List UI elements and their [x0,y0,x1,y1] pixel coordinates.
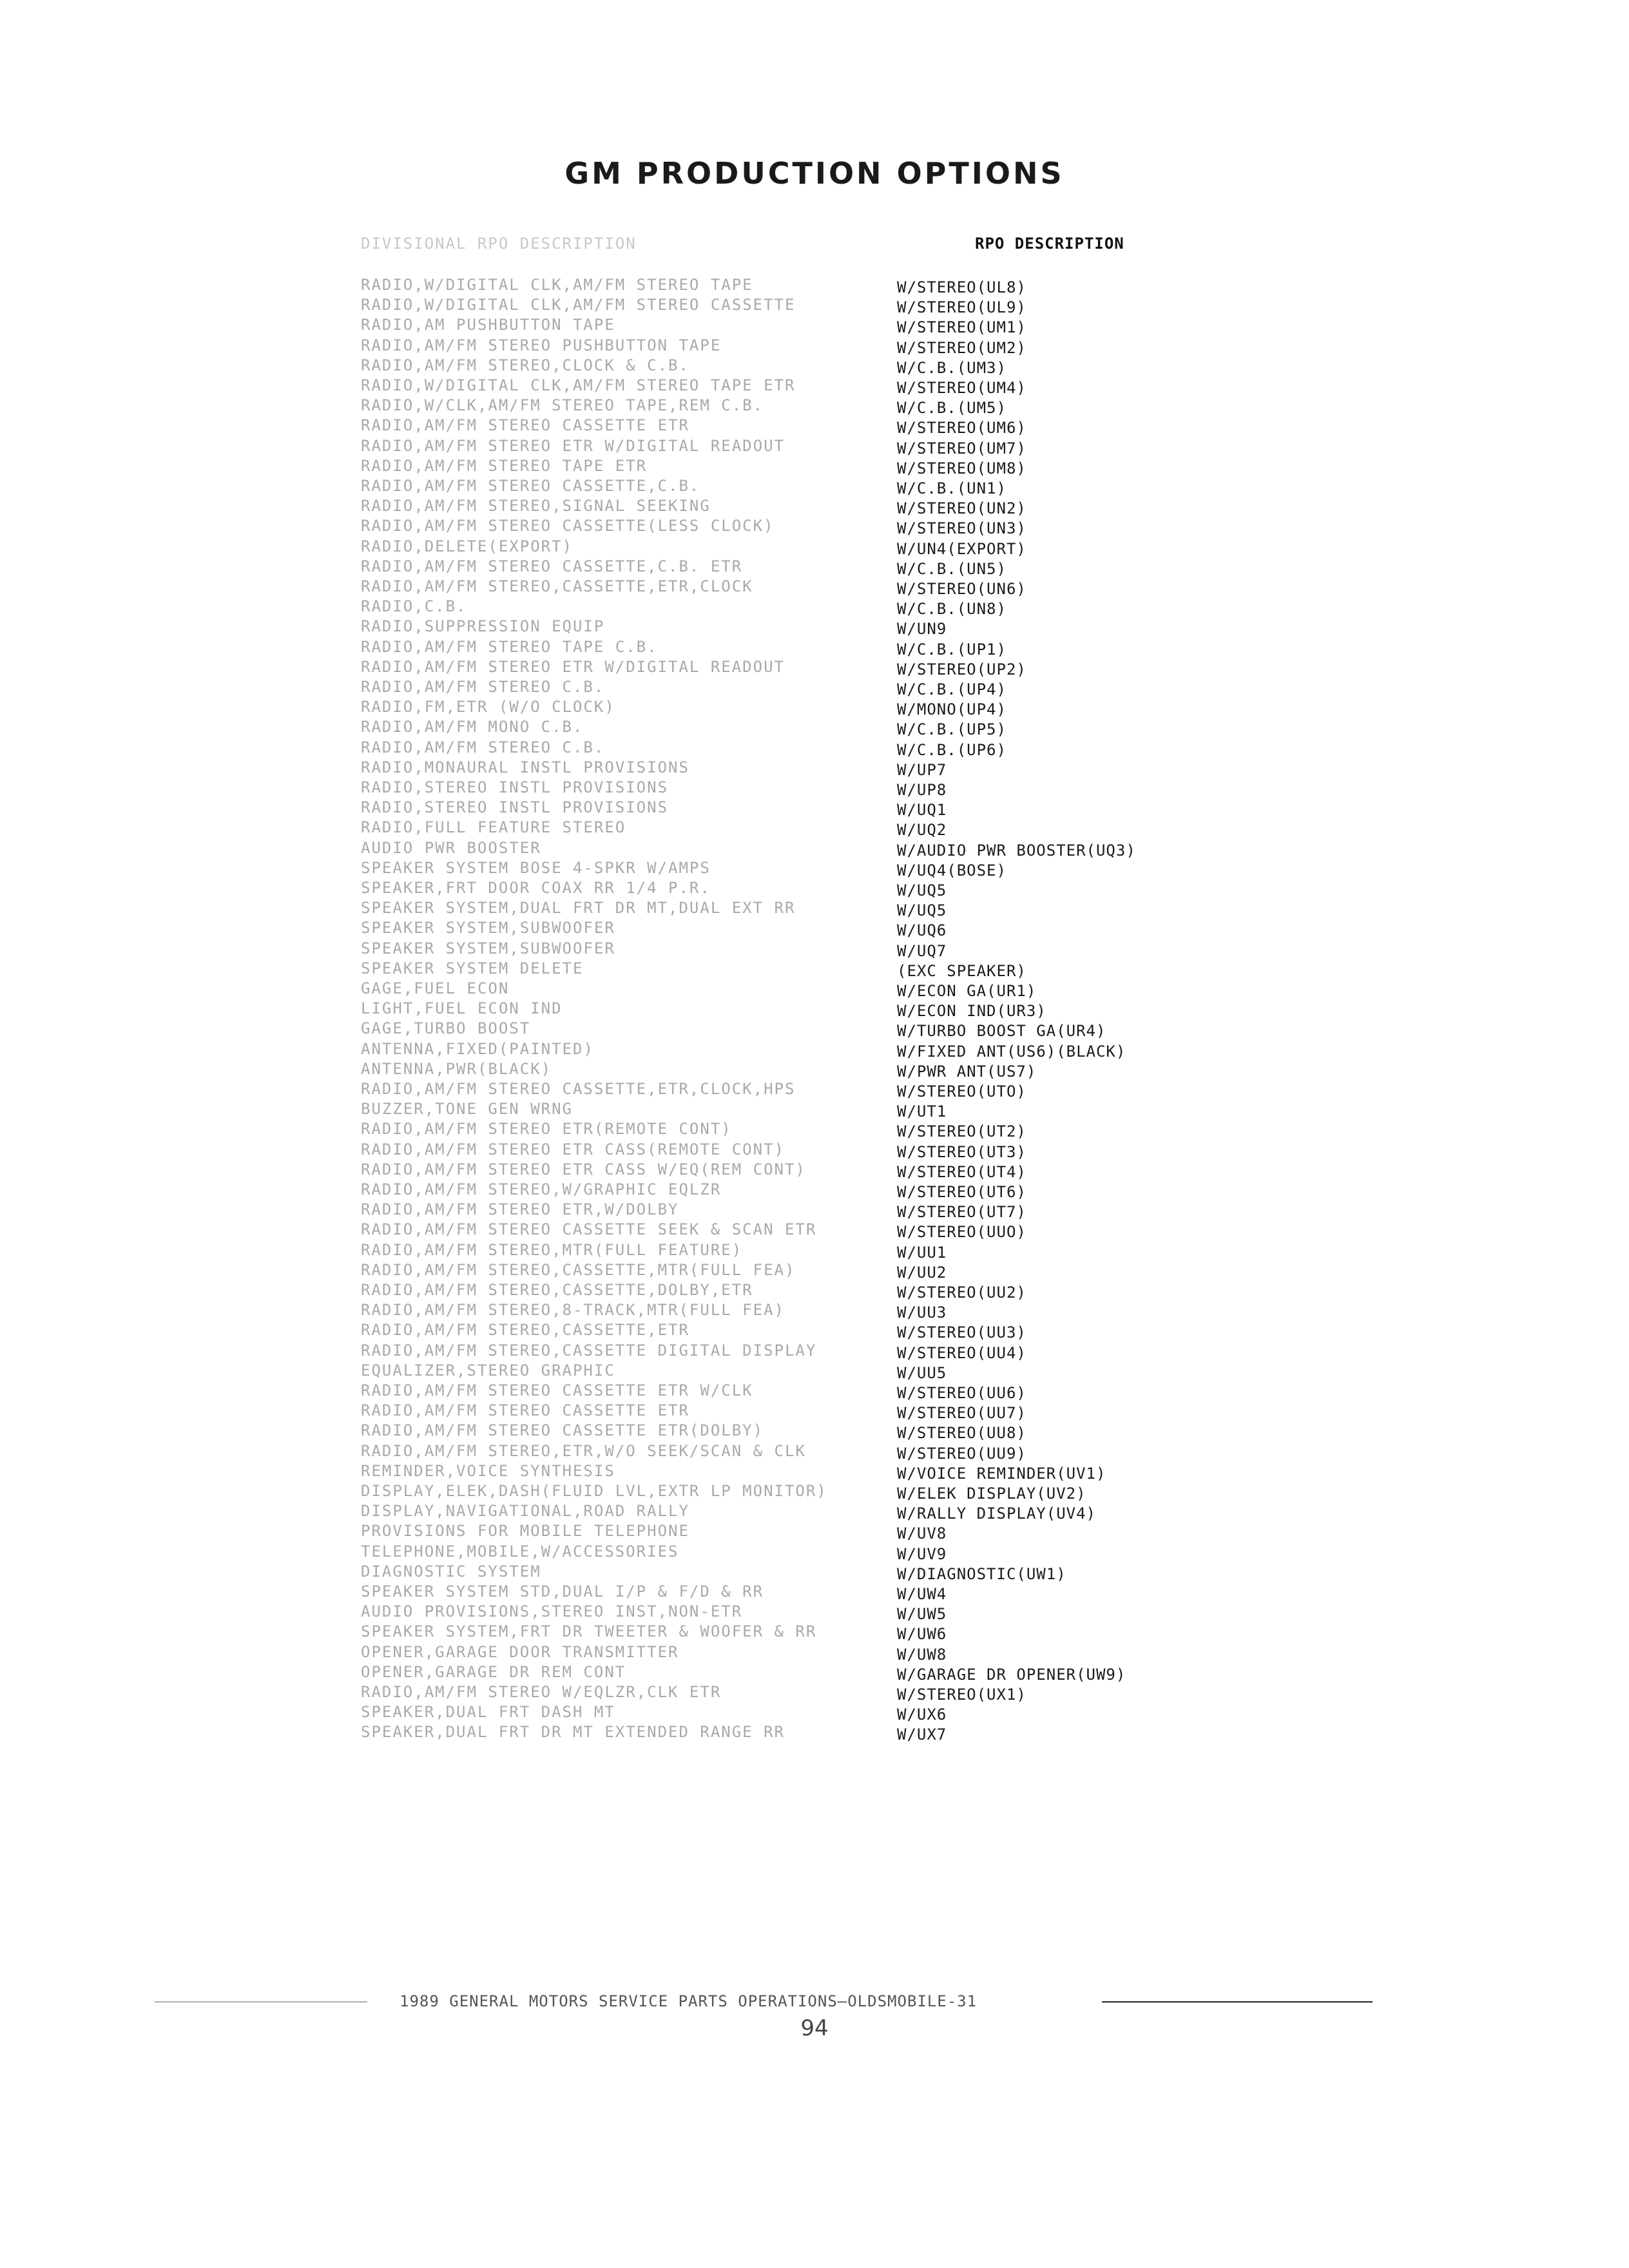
divisional-row [213,1039,883,1059]
rpo-row: W/UU5 [897,1363,947,1382]
divisional-row [213,1220,883,1240]
divisional-row [213,1059,883,1079]
divisional-row [213,476,883,496]
divisional-row-text: GAGE,TURBO BOOST [361,1019,531,1038]
divisional-row [213,1521,883,1541]
divisional-row-text: SPEAKER SYSTEM STD,DUAL I/P & F/D & RR [361,1582,764,1600]
divisional-row-text: OPENER,GARAGE DOOR TRANSMITTER [361,1642,679,1661]
right-column-header: RPO DESCRIPTION [975,235,1124,253]
divisional-row [213,818,883,838]
divisional-row-text: RADIO,AM/FM STEREO TAPE ETR [361,456,648,475]
rpo-row: W/ECON IND(UR3) [897,1002,1046,1021]
divisional-row [213,1602,883,1622]
divisional-row [213,677,883,697]
divisional-row-text: RADIO,AM/FM STEREO,8-TRACK,MTR(FULL FEA) [361,1301,785,1320]
divisional-row-text: DISPLAY,NAVIGATIONAL,ROAD RALLY [361,1502,689,1521]
footer-rule-right [1102,2001,1373,2003]
divisional-row [213,1019,883,1039]
divisional-row-text: RADIO,AM/FM STEREO,CASSETTE,MTR(FULL FEA) [361,1260,796,1279]
divisional-row [213,275,883,295]
rpo-row: W/UP7 [897,760,947,779]
rpo-row: W/UQ1 [897,801,947,820]
divisional-row-text: SPEAKER SYSTEM,DUAL FRT DR MT,DUAL EXT RR [361,899,796,918]
divisional-row-text: SPEAKER,DUAL FRT DR MT EXTENDED RANGE RR [361,1723,785,1742]
rpo-row: W/C.B.(UP1) [897,640,1007,658]
rpo-row: W/DIAGNOSTIC(UW1) [897,1564,1066,1583]
divisional-row [213,557,883,577]
divisional-row [213,1381,883,1401]
rpo-row: W/STEREO(UT7) [897,1203,1027,1222]
divisional-row-text: RADIO,AM/FM STEREO CASSETTE,C.B. ETR [361,557,743,575]
rpo-row: W/STEREO(UX1) [897,1686,1027,1704]
divisional-row [213,1341,883,1361]
divisional-row-text: RADIO,AM/FM STEREO CASSETTE ETR [361,1401,689,1420]
divisional-row-text: RADIO,AM/FM STEREO,CLOCK & C.B. [361,356,689,374]
divisional-row-text: AUDIO PROVISIONS,STEREO INST,NON-ETR [361,1602,743,1621]
divisional-row [213,838,883,858]
rpo-row: W/STEREO(UT4) [897,1162,1027,1181]
divisional-row-text: BUZZER,TONE GEN WRNG [361,1100,573,1119]
divisional-row [213,758,883,778]
divisional-row-text: RADIO,W/DIGITAL CLK,AM/FM STEREO TAPE [361,276,753,294]
divisional-row-text: ANTENNA,FIXED(PAINTED) [361,1039,594,1058]
divisional-row-text: RADIO,AM/FM STEREO CASSETTE(LESS CLOCK) [361,517,775,535]
rpo-row: W/C.B.(UP5) [897,720,1007,739]
divisional-row-text: RADIO,AM/FM STEREO,CASSETTE,DOLBY,ETR [361,1281,753,1299]
rpo-row: W/UQ2 [897,821,947,840]
rpo-row: W/AUDIO PWR BOOSTER(UQ3) [897,841,1136,860]
divisional-row-text: SPEAKER,FRT DOOR COAX RR 1/4 P.R. [361,879,711,897]
rpo-row: W/RALLY DISPLAY(UV4) [897,1504,1096,1523]
divisional-row [213,1280,883,1300]
divisional-row [213,657,883,677]
divisional-row [213,1542,883,1562]
divisional-row-text: RADIO,AM/FM STEREO CASSETTE ETR(DOLBY) [361,1421,764,1440]
divisional-row-text: RADIO,AM PUSHBUTTON TAPE [361,316,615,334]
divisional-row [213,778,883,798]
divisional-row-text: RADIO,AM/FM STEREO CASSETTE,ETR,CLOCK,HPS [361,1080,796,1098]
rpo-row: W/STEREO(UP2) [897,660,1027,678]
divisional-row [213,496,883,516]
rpo-row: W/STEREO(UN6) [897,580,1027,598]
divisional-row [213,1722,883,1742]
divisional-row [213,396,883,416]
divisional-row-text: RADIO,AM/FM STEREO,ETR,W/O SEEK/SCAN & CLK [361,1441,806,1460]
rpo-row: W/C.B.(UM5) [897,399,1007,418]
rpo-row: W/STEREO(UM4) [897,379,1027,397]
rpo-row: W/GARAGE DR OPENER(UW9) [897,1665,1126,1684]
rpo-row: W/STEREO(UT3) [897,1142,1027,1161]
divisional-row-text: RADIO,SUPPRESSION EQUIP [361,617,605,636]
divisional-row [213,1119,883,1139]
rpo-row: W/STEREO(UU2) [897,1283,1027,1302]
rpo-row: W/STEREO(UN2) [897,499,1027,518]
rpo-row: W/STEREO(UU9) [897,1444,1027,1463]
rpo-row: W/STEREO(UM6) [897,419,1027,437]
divisional-row-text: RADIO,AM/FM STEREO,MTR(FULL FEATURE) [361,1240,743,1259]
divisional-row-text: GAGE,FUEL ECON [361,979,510,997]
rpo-row: W/STEREO(UM2) [897,338,1027,357]
divisional-row-text: AUDIO PWR BOOSTER [361,838,541,857]
divisional-row [213,416,883,436]
divisional-row-text: RADIO,AM/FM STEREO CASSETTE ETR W/CLK [361,1381,753,1399]
divisional-row [213,315,883,335]
divisional-row-text: RADIO,AM/FM STEREO C.B. [361,678,605,696]
divisional-row [213,979,883,999]
divisional-row-text: PROVISIONS FOR MOBILE TELEPHONE [361,1522,689,1541]
rpo-row: W/UX7 [897,1725,947,1744]
divisional-row [213,1582,883,1602]
divisional-row [213,898,883,918]
divisional-row-text: RADIO,AM/FM STEREO CASSETTE SEEK & SCAN ETR [361,1220,817,1239]
divisional-row-text: RADIO,AM/FM STEREO ETR,W/DOLBY [361,1200,679,1219]
rpo-row: W/UQ7 [897,941,947,960]
rpo-row: W/STEREO(UU3) [897,1323,1027,1342]
divisional-row [213,376,883,396]
divisional-row-text: RADIO,AM/FM STEREO PUSHBUTTON TAPE [361,336,722,354]
rpo-row: W/PWR ANT(US7) [897,1062,1037,1081]
divisional-row-text: RADIO,AM/FM STEREO C.B. [361,738,605,756]
rpo-row: W/UW6 [897,1625,947,1644]
divisional-row [213,1622,883,1642]
rpo-row: W/STEREO(UM1) [897,318,1027,337]
divisional-row [213,295,883,315]
divisional-row [213,356,883,376]
divisional-row [213,1160,883,1180]
rpo-row: W/STEREO(UM7) [897,439,1027,457]
divisional-row-text: RADIO,C.B. [361,597,467,616]
divisional-row-text: RADIO,AM/FM STEREO,CASSETTE,ETR [361,1321,689,1340]
divisional-row [213,1180,883,1200]
footer-rule-left [155,2001,367,2003]
rpo-row: W/ECON GA(UR1) [897,982,1037,1000]
divisional-row-text: TELEPHONE,MOBILE,W/ACCESSORIES [361,1542,679,1561]
divisional-row [213,1481,883,1501]
rpo-row: W/FIXED ANT(US6)(BLACK) [897,1042,1126,1061]
divisional-row [213,798,883,818]
divisional-row-text: RADIO,AM/FM STEREO CASSETTE ETR [361,416,689,435]
divisional-row-text: EQUALIZER,STEREO GRAPHIC [361,1361,615,1379]
divisional-row [213,1461,883,1481]
divisional-row [213,999,883,1019]
rpo-row: W/UW8 [897,1645,947,1664]
divisional-row-text: LIGHT,FUEL ECON IND [361,999,563,1018]
divisional-row-text: RADIO,DELETE(EXPORT) [361,537,573,555]
rpo-row: W/STEREO(UU6) [897,1384,1027,1402]
left-column-header: DIVISIONAL RPO DESCRIPTION [361,235,637,253]
divisional-row-text: RADIO,AM/FM STEREO CASSETTE,C.B. [361,477,700,495]
divisional-row [213,1320,883,1340]
rpo-row: W/STEREO(UL9) [897,298,1027,317]
rpo-row: W/C.B.(UP6) [897,740,1007,759]
divisional-row [213,1682,883,1702]
divisional-row-text: SPEAKER SYSTEM,SUBWOOFER [361,919,615,937]
rpo-row: W/STEREO(UTO) [897,1082,1027,1100]
rpo-row: W/UW5 [897,1605,947,1624]
divisional-row [213,1441,883,1461]
divisional-row [213,1562,883,1582]
divisional-row-text: RADIO,STEREO INSTL PROVISIONS [361,798,669,817]
divisional-row [213,1642,883,1662]
divisional-row-text: ANTENNA,PWR(BLACK) [361,1059,552,1078]
divisional-row [213,717,883,737]
divisional-row [213,858,883,878]
rpo-row: (EXC SPEAKER) [897,961,1027,980]
divisional-row-text: RADIO,STEREO INSTL PROVISIONS [361,778,669,796]
rpo-row: W/C.B.(UP4) [897,680,1007,698]
divisional-row [213,1421,883,1441]
divisional-row-text: RADIO,W/DIGITAL CLK,AM/FM STEREO TAPE ETR [361,376,796,394]
divisional-row-text: RADIO,AM/FM STEREO,SIGNAL SEEKING [361,497,711,515]
divisional-row-text: RADIO,AM/FM STEREO ETR W/DIGITAL READOUT [361,436,785,455]
rpo-row: W/STEREO(UUO) [897,1223,1027,1242]
rpo-row: W/STEREO(UL8) [897,278,1027,296]
divisional-row [213,617,883,637]
divisional-row-text: RADIO,AM/FM STEREO,CASSETTE,ETR,CLOCK [361,577,753,595]
divisional-row [213,1140,883,1160]
rpo-row: W/UW4 [897,1585,947,1603]
divisional-row-text: RADIO,AM/FM MONO C.B. [361,718,584,736]
divisional-row [213,738,883,758]
rpo-row: W/STEREO(UN3) [897,519,1027,538]
footer-text: 1989 GENERAL MOTORS SERVICE PARTS OPERATIONS—OLDSMOBILE-31 [400,1992,978,2010]
divisional-row [213,1361,883,1381]
divisional-row-text: RADIO,AM/FM STEREO,W/GRAPHIC EQLZR [361,1180,722,1198]
rpo-row: W/STEREO(UT6) [897,1183,1027,1201]
divisional-row [213,1240,883,1260]
rpo-row: W/STEREO(UM8) [897,459,1027,477]
rpo-row: W/UQ5 [897,901,947,920]
rpo-row: W/STEREO(UT2) [897,1122,1027,1141]
divisional-row-text: RADIO,AM/FM STEREO ETR CASS W/EQ(REM CONT) [361,1160,806,1178]
divisional-row-text: RADIO,W/DIGITAL CLK,AM/FM STEREO CASSETTE [361,296,796,314]
rpo-row: W/STEREO(UU7) [897,1404,1027,1423]
divisional-row [213,918,883,938]
divisional-row-text: RADIO,FULL FEATURE STEREO [361,818,626,837]
divisional-row-text: RADIO,AM/FM STEREO ETR CASS(REMOTE CONT) [361,1140,785,1158]
divisional-row-text: RADIO,FM,ETR (W/O CLOCK) [361,698,615,716]
divisional-row [213,1200,883,1220]
divisional-row-text: SPEAKER SYSTEM BOSE 4-SPKR W/AMPS [361,858,711,877]
rpo-row: W/UQ5 [897,881,947,899]
divisional-row [213,1702,883,1722]
divisional-row-text: REMINDER,VOICE SYNTHESIS [361,1461,615,1480]
divisional-row [213,537,883,557]
rpo-row: W/UT1 [897,1102,947,1121]
divisional-row-text: RADIO,W/CLK,AM/FM STEREO TAPE,REM C.B. [361,396,764,415]
divisional-row-text: RADIO,AM/FM STEREO ETR(REMOTE CONT) [361,1120,732,1139]
divisional-row [213,1260,883,1280]
divisional-row-text: SPEAKER SYSTEM,SUBWOOFER [361,939,615,957]
divisional-row [213,456,883,476]
divisional-row-text: SPEAKER SYSTEM DELETE [361,959,584,977]
divisional-row [213,516,883,536]
page-number: 94 [800,2015,829,2041]
divisional-row-text: RADIO,AM/FM STEREO W/EQLZR,CLK ETR [361,1683,722,1701]
rpo-row: W/STEREO(UU8) [897,1424,1027,1443]
divisional-row [213,1501,883,1521]
rpo-row: W/C.B.(UN8) [897,600,1007,619]
divisional-row-text: DISPLAY,ELEK,DASH(FLUID LVL,EXTR LP MONITOR) [361,1482,827,1500]
rpo-row: W/UV8 [897,1524,947,1543]
divisional-row-text: RADIO,AM/FM STEREO ETR W/DIGITAL READOUT [361,657,785,676]
divisional-row-text: SPEAKER,DUAL FRT DASH MT [361,1703,615,1722]
rpo-row: W/UU3 [897,1303,947,1322]
divisional-row [213,336,883,356]
rpo-row: W/UU1 [897,1243,947,1262]
rpo-row: W/C.B.(UN5) [897,559,1007,578]
rpo-row: W/ELEK DISPLAY(UV2) [897,1485,1086,1503]
rpo-row: W/VOICE REMINDER(UV1) [897,1464,1106,1483]
divisional-row [213,597,883,617]
divisional-row-text: RADIO,AM/FM STEREO,CASSETTE DIGITAL DISPLAY [361,1341,817,1360]
divisional-row [213,1401,883,1421]
divisional-row-text: DIAGNOSTIC SYSTEM [361,1562,541,1581]
rpo-row: W/STEREO(UU4) [897,1343,1027,1362]
rpo-row: W/UP8 [897,781,947,799]
divisional-row [213,436,883,456]
rpo-row: W/UV9 [897,1544,947,1563]
rpo-row: W/UX6 [897,1706,947,1724]
divisional-row [213,1300,883,1320]
divisional-row [213,697,883,717]
rpo-row: W/C.B.(UN1) [897,479,1007,497]
divisional-row-text: RADIO,AM/FM STEREO TAPE C.B. [361,637,658,656]
rpo-row: W/MONO(UP4) [897,700,1007,719]
page-title: GM PRODUCTION OPTIONS [564,156,1065,191]
rpo-row: W/TURBO BOOST GA(UR4) [897,1022,1106,1041]
rpo-row: W/C.B.(UM3) [897,358,1007,377]
rpo-row: W/UU2 [897,1263,947,1282]
rpo-row: W/UQ6 [897,921,947,940]
rpo-row: W/UN4(EXPORT) [897,539,1027,558]
divisional-row [213,1079,883,1099]
divisional-row [213,577,883,597]
divisional-row-text: RADIO,MONAURAL INSTL PROVISIONS [361,758,689,776]
divisional-row [213,637,883,657]
divisional-row [213,1099,883,1119]
rpo-row: W/UQ4(BOSE) [897,861,1007,879]
divisional-row-text: SPEAKER SYSTEM,FRT DR TWEETER & WOOFER & RR [361,1622,817,1641]
divisional-row [213,959,883,979]
divisional-row [213,1662,883,1682]
divisional-row-text: OPENER,GARAGE DR REM CONT [361,1662,626,1681]
rpo-row: W/UN9 [897,620,947,639]
divisional-row [213,878,883,898]
divisional-row [213,939,883,959]
